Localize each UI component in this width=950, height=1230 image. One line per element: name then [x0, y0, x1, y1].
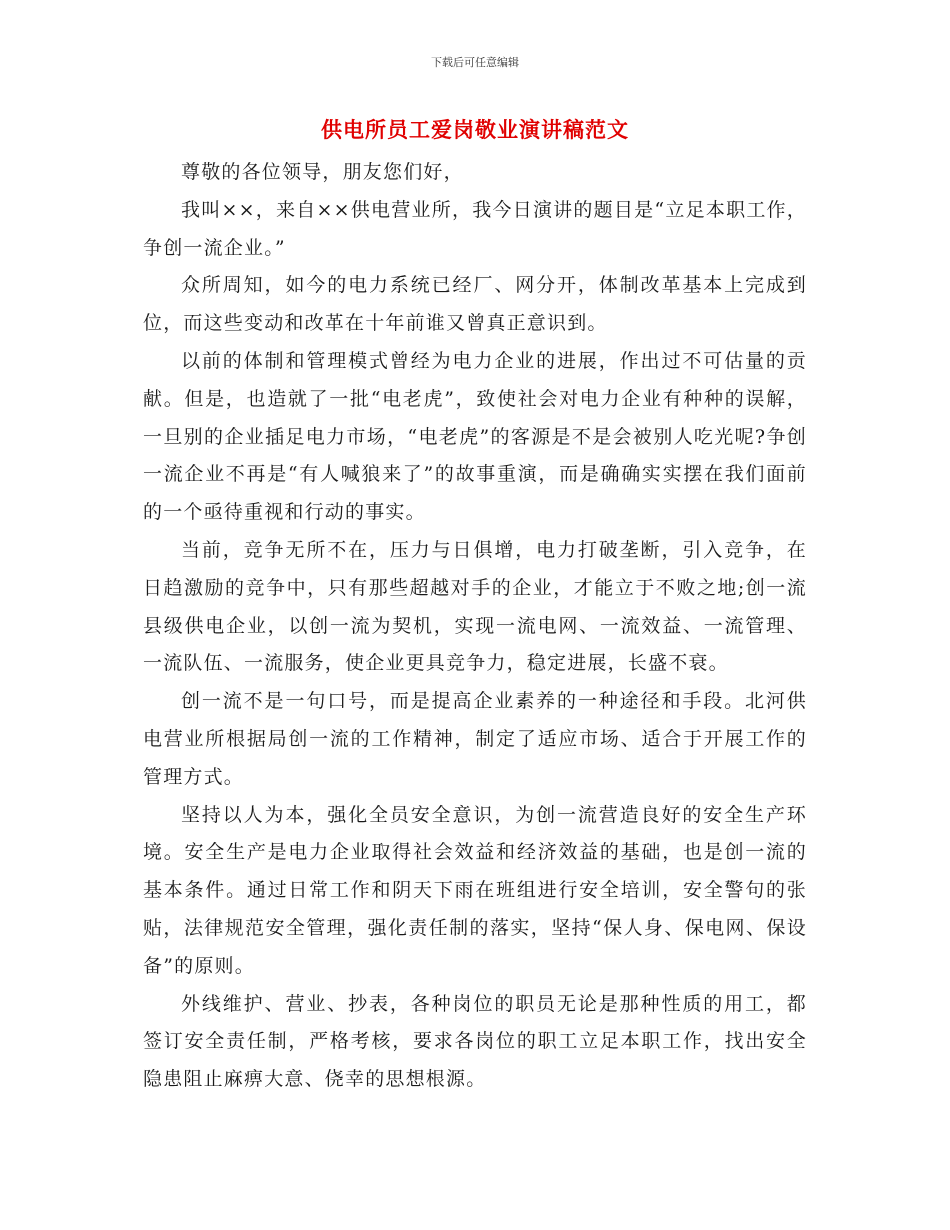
- paragraph: 众所周知，如今的电力系统已经厂、网分开，体制改革基本上完成到位，而这些变动和改革在十年前谁又曾真正意识到。: [143, 274, 807, 335]
- document-title: 供电所员工爱岗敬业演讲稿范文: [321, 118, 629, 142]
- paragraph: 坚持以人为本，强化全员安全意识，为创一流营造良好的安全生产环境。安全生产是电力企业取得社会效益和经济效益的基础，也是创一流的基本条件。通过日常工作和阴天下雨在班组进行安全培训，安全警句的张贴，法律规范安全管理，强化责任制的落实，坚持“保人身、保电网、保设备”的原则。: [143, 803, 807, 977]
- paragraph: 创一流不是一句口号，而是提高企业素养的一种途径和手段。北河供电营业所根据局创一流的工作精神，制定了适应市场、适合于开展工作的管理方式。: [143, 690, 807, 788]
- paragraph: 以前的体制和管理模式曾经为电力企业的进展，作出过不可估量的贡献。但是，也造就了一批“电老虎”，致使社会对电力企业有种种的误解，一旦别的企业插足电力市场，“电老虎”的客源是不是会被别人吃光呢?争创一流企业不再是“有人喊狼来了”的故事重演，而是确确实实摆在我们面前的一个亟待重视和行动的事实。: [143, 349, 807, 524]
- paragraph: 当前，竞争无所不在，压力与日俱增，电力打破垄断，引入竞争，在日趋激励的竞争中，只有那些超越对手的企业，才能立于不败之地;创一流县级供电企业，以创一流为契机，实现一流电网、一流效益、一流管理、一流队伍、一流服务，使企业更具竞争力，稳定进展，长盛不衰。: [143, 538, 807, 675]
- paragraph-greeting: 尊敬的各位领导，朋友您们好，: [181, 161, 464, 183]
- page-header-note: 下载后可任意编辑: [431, 56, 519, 69]
- paragraph-intro: 我叫××，来自××供电营业所，我今日演讲的题目是“立足本职工作，争创一流企业。”: [143, 198, 807, 259]
- paragraph: 外线维护、营业、抄表，各种岗位的职员无论是那种性质的用工，都签订安全责任制，严格考核，要求各岗位的职工立足本职工作，找出安全隐患阻止麻痹大意、侥幸的思想根源。: [143, 992, 807, 1091]
- document-body: [143, 154, 807, 1099]
